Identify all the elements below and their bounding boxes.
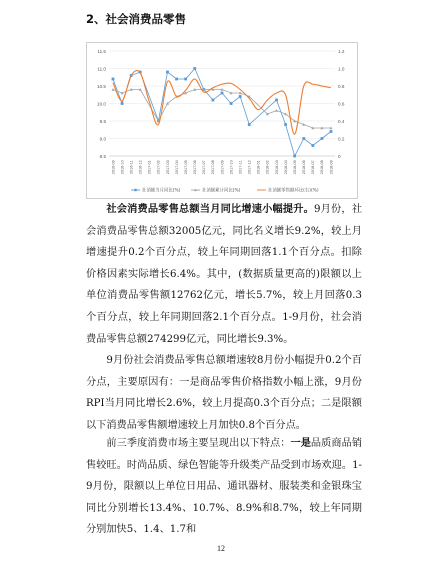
legend-label: 社消额当月同比(%): [142, 188, 181, 194]
x-tick-label: 2017-12: [247, 160, 252, 175]
paragraph-2: [86, 350, 362, 436]
data-point-marker: [175, 78, 178, 81]
data-point-marker: [166, 71, 169, 74]
data-point-marker: [321, 137, 324, 140]
x-tick-label: 2016-09: [111, 160, 116, 175]
y-right-tick-label: 1.2: [338, 49, 345, 54]
x-tick-label: 2017-01: [147, 160, 152, 175]
x-tick-label: 2018-02: [265, 160, 270, 175]
y-left-tick-label: 8.5: [99, 154, 106, 159]
y-left-tick-label: 9.5: [99, 119, 106, 124]
data-point-marker: [121, 102, 124, 105]
paragraph-3-lead: 一是: [290, 437, 311, 449]
data-point-marker: [112, 88, 115, 91]
page-number: 12: [217, 544, 225, 553]
y-right-tick-label: 0.2: [338, 136, 345, 142]
data-point-marker: [302, 137, 305, 140]
x-tick-label: 2017-06: [193, 160, 198, 175]
x-tick-label: 2017-08: [211, 160, 216, 175]
x-tick-label: 2018-01: [256, 160, 261, 175]
x-tick-label: 2016-10: [120, 160, 125, 175]
y-left-tick-label: 11.0: [97, 66, 106, 72]
x-tick-label: 2017-11: [238, 160, 243, 174]
series-line-2: [113, 71, 331, 135]
data-point-marker: [239, 95, 242, 98]
x-tick-label: 2018-06: [302, 160, 307, 175]
x-tick-label: 2017-02: [156, 160, 161, 175]
data-point-marker: [293, 155, 296, 158]
chart-svg: [87, 43, 357, 198]
data-point-marker: [221, 92, 224, 95]
paragraph-1: [86, 199, 362, 350]
data-point-marker: [275, 109, 278, 112]
x-tick-label: 2017-03: [165, 160, 170, 175]
data-point-marker: [284, 123, 287, 126]
y-right-tick-label: 0.6: [338, 101, 345, 107]
x-tick-label: 2018-05: [292, 160, 297, 175]
data-point-marker: [330, 130, 333, 133]
series-line-0: [113, 69, 331, 157]
data-point-marker: [112, 78, 115, 81]
x-tick-label: 2017-05: [183, 160, 188, 175]
paragraph-3-body: 品质商品销售较旺。时尚品质、绿色智能等升级类产品受到市场欢迎。1-9月份，限额以上单位日用品、通讯器材、服装类和金银珠宝同比分别增长13.4%、10.7%、8.9%和8.7%，较上年同期分别加快5、1.4、1.7和: [86, 438, 363, 536]
data-point-marker: [184, 78, 187, 81]
y-left-tick-label: 10.0: [97, 101, 106, 107]
paragraph-3: [86, 433, 362, 541]
y-left-tick-label: 10.5: [97, 84, 106, 89]
data-point-marker: [212, 99, 215, 102]
data-point-marker: [248, 123, 251, 126]
data-point-marker: [193, 67, 196, 70]
section-heading: 2、社会消费品零售: [86, 12, 187, 26]
paragraph-2-body: 9月份社会消费品零售总额增速较8月份小幅提升0.2个百分点，主要原因有：一是商品零售价格指数小幅上涨，9月份RPI当月同比增长2.6%，较上月提高0.3个百分点；二是限额以下消费品零售额增速较上月加快0.8个百分点。: [86, 355, 362, 431]
x-tick-label: 2018-04: [283, 160, 288, 175]
x-tick-label: 2018-03: [274, 160, 279, 175]
x-tick-label: 2018-08: [320, 160, 325, 175]
y-right-tick-label: 0: [338, 154, 341, 159]
x-tick-label: 2017-04: [174, 160, 179, 175]
x-tick-label: 2016-12: [138, 160, 143, 175]
x-tick-label: 2017-10: [229, 160, 234, 175]
x-tick-label: 2018-09: [329, 160, 334, 175]
y-right-tick-label: 1.0: [338, 66, 345, 72]
x-tick-label: 2017-07: [202, 160, 207, 175]
data-point-marker: [275, 99, 278, 102]
y-left-tick-label: 9.0: [99, 136, 106, 142]
x-tick-label: 2018-07: [311, 160, 316, 175]
legend-marker: [134, 189, 136, 191]
y-right-tick-label: 0.4: [338, 119, 345, 124]
data-point-marker: [230, 102, 233, 105]
retail-sales-chart: [86, 42, 358, 199]
paragraph-1-lead: 社会消费品零售总额当月同比增速小幅提升。: [106, 203, 314, 215]
x-tick-label: 2016-11: [129, 160, 134, 174]
y-right-tick-label: 0.8: [338, 84, 345, 89]
series-line-1: [113, 90, 331, 129]
paragraph-1-body: 9月份，社会消费品零售总额32005亿元，同比名义增长9.2%，较上月增速提升0.2个百分点，较上年同期回落1.1个百分点。扣除价格因素实际增长6.4%。其中，(数据质量更高的)限额以上单位消费品零售额12762亿元，增长5.7%，较上月回落0.3个百分点，较上年同期回落2.1个百分点。1-9月份，社会消费品零售总额274299亿元，同比增长9.3%。: [86, 204, 363, 345]
legend-label: 社消额累计同比(%): [202, 188, 241, 194]
paragraph-3-intro: 前三季度消费市场主要呈现出以下特点：: [106, 438, 291, 449]
x-tick-label: 2017-09: [220, 160, 225, 175]
y-left-tick-label: 11.5: [97, 49, 106, 54]
legend-label: 社消额零售额环比(右)(%): [268, 188, 319, 194]
data-point-marker: [311, 144, 314, 147]
